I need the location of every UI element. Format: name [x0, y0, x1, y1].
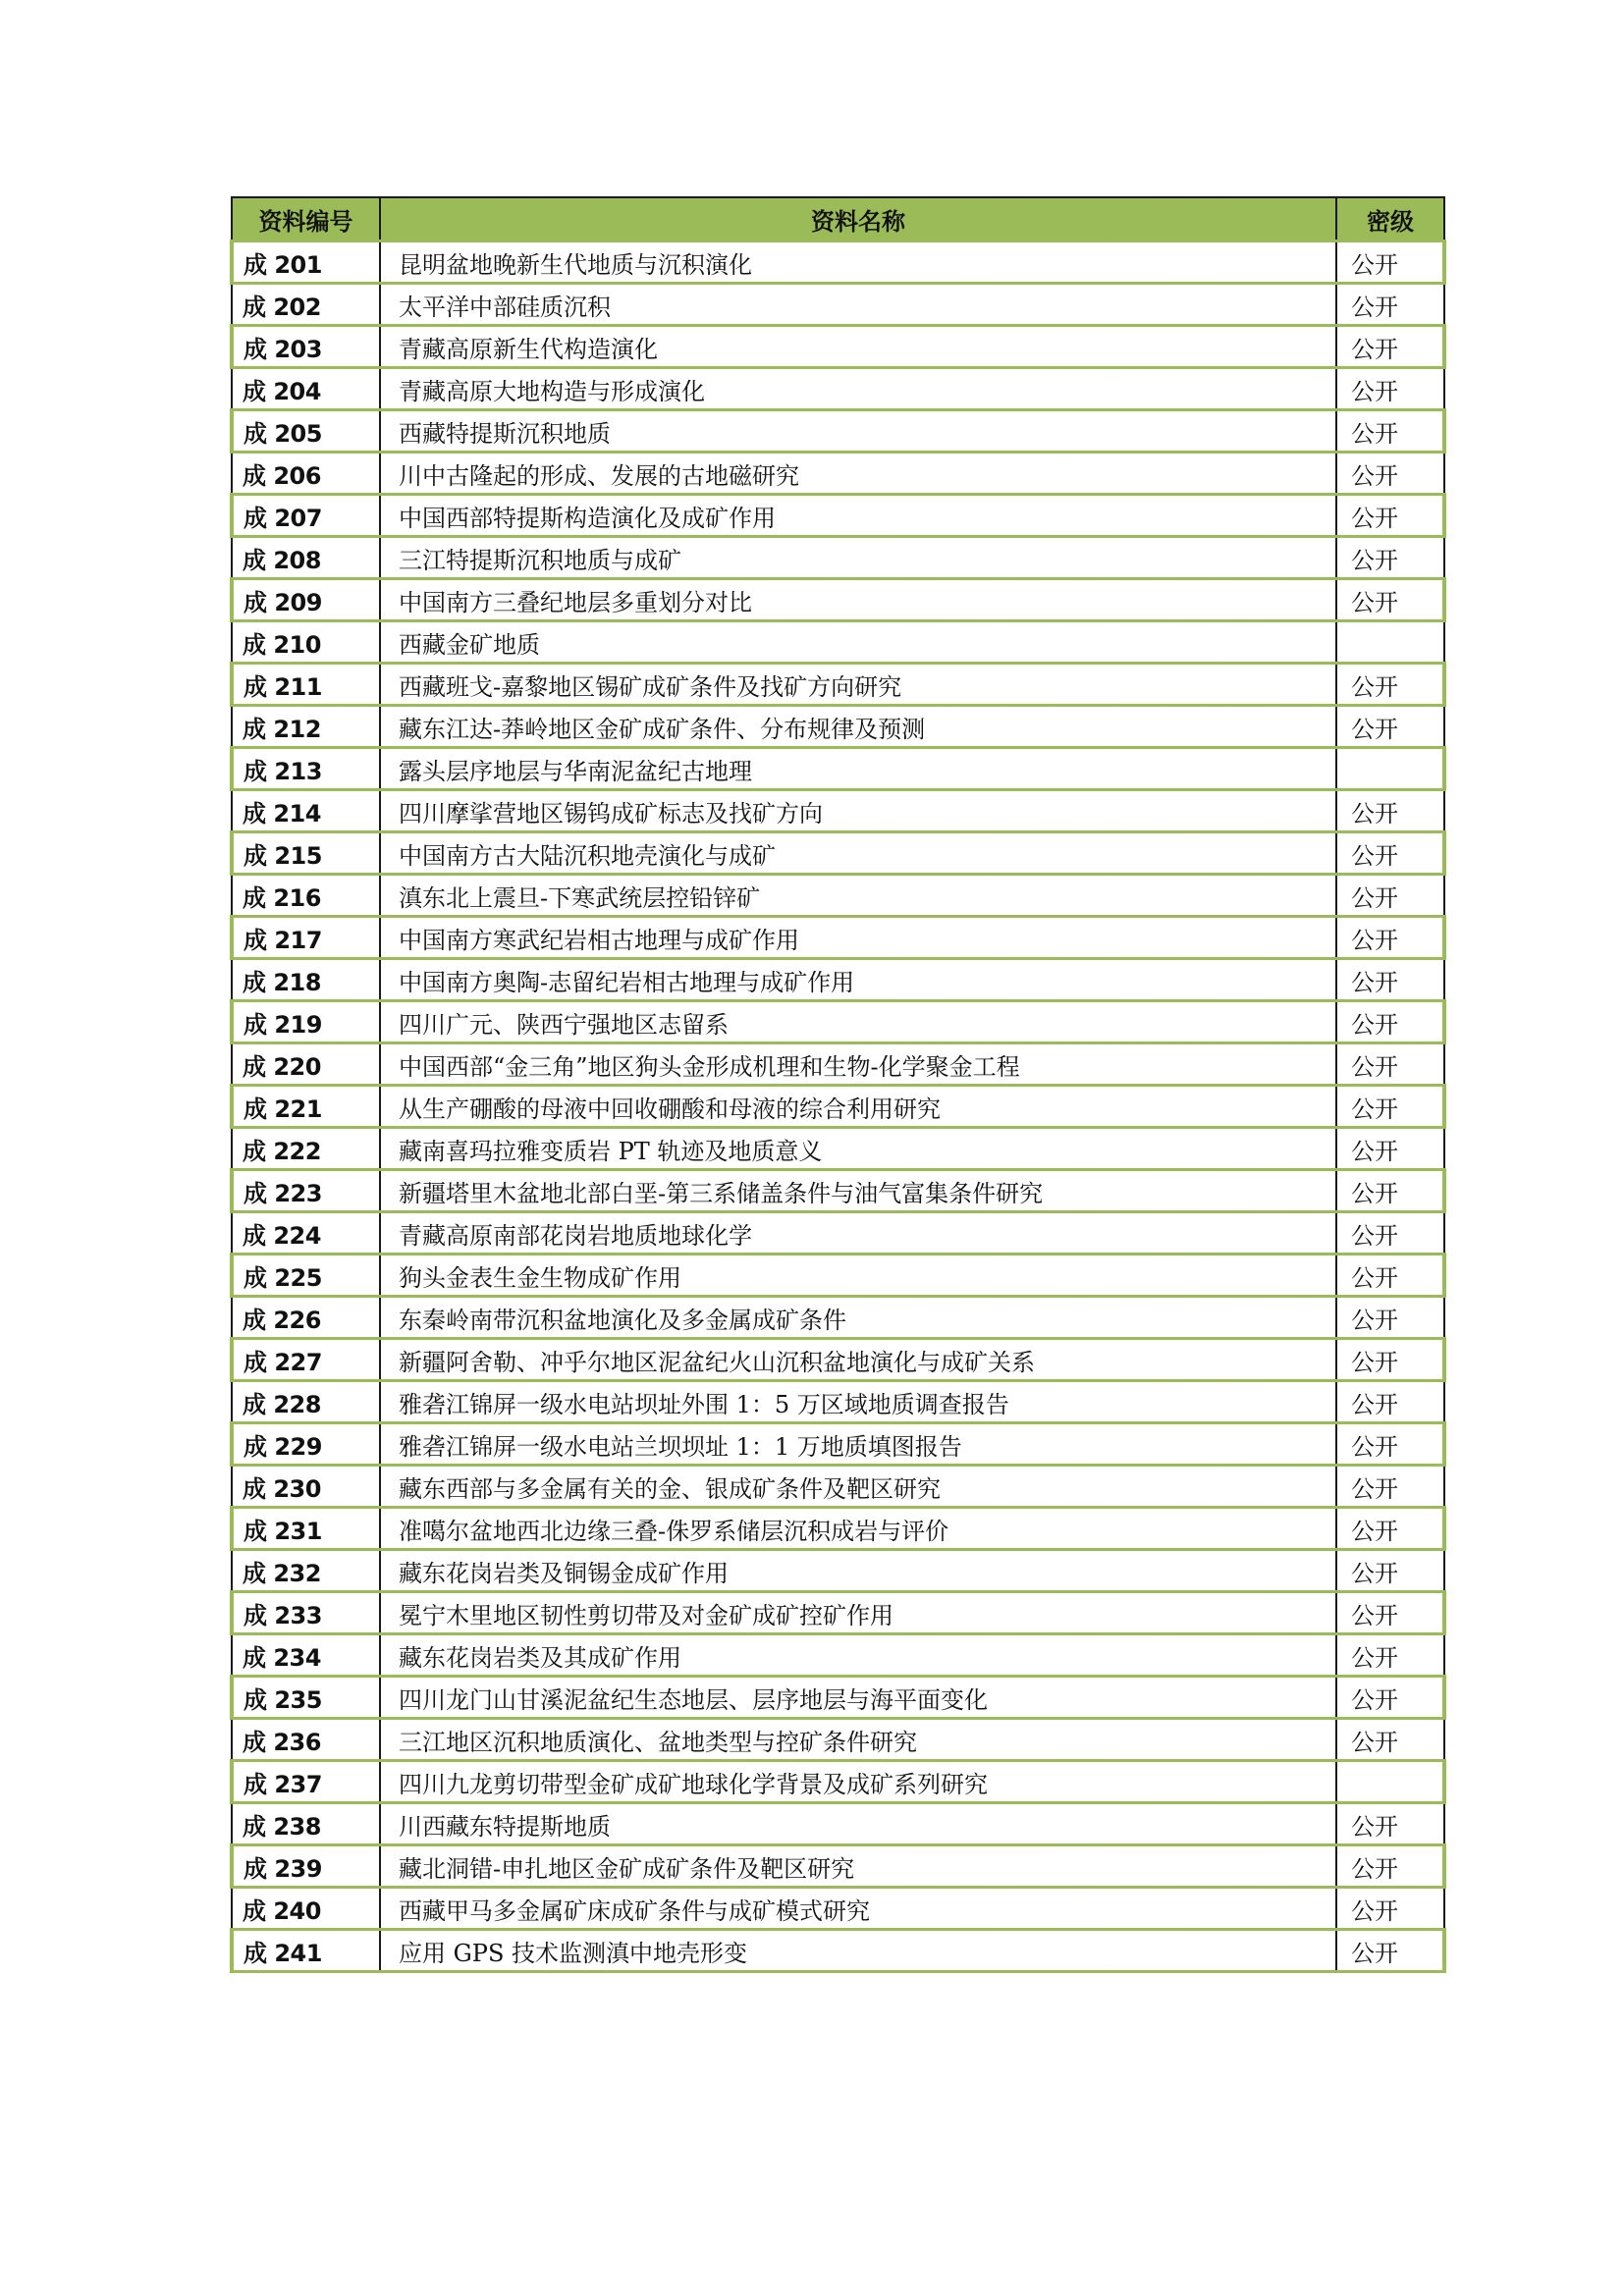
cell-id: 成 235 [232, 1677, 380, 1719]
cell-name: 新疆阿舍勒、冲乎尔地区泥盆纪火山沉积盆地演化与成矿关系 [380, 1339, 1336, 1381]
cell-id: 成 233 [232, 1592, 380, 1634]
cell-level: 公开 [1336, 1086, 1444, 1128]
cell-id: 成 217 [232, 917, 380, 959]
header-level: 密级 [1336, 197, 1444, 241]
table-row [232, 241, 1444, 284]
cell-id: 成 206 [232, 453, 380, 495]
table-row [232, 453, 1444, 495]
cell-level: 公开 [1336, 1888, 1444, 1930]
cell-name: 东秦岭南带沉积盆地演化及多金属成矿条件 [380, 1297, 1336, 1339]
cell-id: 成 230 [232, 1466, 380, 1508]
table-row [232, 1634, 1444, 1677]
table-row [232, 1297, 1444, 1339]
table-header-row [232, 197, 1444, 241]
cell-level: 公开 [1336, 664, 1444, 706]
cell-level [1336, 1761, 1444, 1803]
cell-name: 准噶尔盆地西北边缘三叠-侏罗系储层沉积成岩与评价 [380, 1508, 1336, 1550]
cell-level: 公开 [1336, 1845, 1444, 1888]
table-row [232, 1339, 1444, 1381]
cell-level: 公开 [1336, 832, 1444, 875]
table-row [232, 1170, 1444, 1212]
table-row [232, 537, 1444, 579]
table-row [232, 1845, 1444, 1888]
cell-name: 应用 GPS 技术监测滇中地壳形变 [380, 1930, 1336, 1972]
cell-name: 西藏班戈-嘉黎地区锡矿成矿条件及找矿方向研究 [380, 664, 1336, 706]
cell-name: 藏南喜玛拉雅变质岩 PT 轨迹及地质意义 [380, 1128, 1336, 1170]
cell-name: 新疆塔里木盆地北部白垩-第三系储盖条件与油气富集条件研究 [380, 1170, 1336, 1212]
cell-id: 成 209 [232, 579, 380, 621]
cell-level [1336, 748, 1444, 790]
cell-id: 成 224 [232, 1212, 380, 1255]
cell-id: 成 211 [232, 664, 380, 706]
cell-name: 从生产硼酸的母液中回收硼酸和母液的综合利用研究 [380, 1086, 1336, 1128]
cell-level: 公开 [1336, 1043, 1444, 1086]
cell-id: 成 203 [232, 326, 380, 368]
cell-level: 公开 [1336, 875, 1444, 917]
table-row [232, 959, 1444, 1001]
table-row [232, 917, 1444, 959]
cell-id: 成 212 [232, 706, 380, 748]
header-id: 资料编号 [232, 197, 380, 241]
cell-level: 公开 [1336, 410, 1444, 453]
cell-id: 成 218 [232, 959, 380, 1001]
cell-id: 成 238 [232, 1803, 380, 1845]
cell-level: 公开 [1336, 368, 1444, 410]
cell-level: 公开 [1336, 1466, 1444, 1508]
cell-id: 成 231 [232, 1508, 380, 1550]
table-row [232, 1212, 1444, 1255]
cell-level: 公开 [1336, 1634, 1444, 1677]
table-row [232, 1423, 1444, 1466]
cell-id: 成 219 [232, 1001, 380, 1043]
cell-id: 成 221 [232, 1086, 380, 1128]
cell-name: 太平洋中部硅质沉积 [380, 284, 1336, 326]
table-row [232, 1466, 1444, 1508]
cell-id: 成 201 [232, 241, 380, 284]
cell-name: 藏东西部与多金属有关的金、银成矿条件及靶区研究 [380, 1466, 1336, 1508]
table-row [232, 1592, 1444, 1634]
cell-name: 中国南方古大陆沉积地壳演化与成矿 [380, 832, 1336, 875]
cell-id: 成 205 [232, 410, 380, 453]
cell-level: 公开 [1336, 1128, 1444, 1170]
cell-id: 成 208 [232, 537, 380, 579]
table-row [232, 579, 1444, 621]
cell-name: 四川九龙剪切带型金矿成矿地球化学背景及成矿系列研究 [380, 1761, 1336, 1803]
cell-id: 成 232 [232, 1550, 380, 1592]
table-row [232, 368, 1444, 410]
table-row [232, 495, 1444, 537]
cell-level: 公开 [1336, 790, 1444, 832]
cell-id: 成 236 [232, 1719, 380, 1761]
table-row [232, 1677, 1444, 1719]
cell-name: 青藏高原新生代构造演化 [380, 326, 1336, 368]
cell-name: 雅砻江锦屏一级水电站坝址外围 1：5 万区域地质调查报告 [380, 1381, 1336, 1423]
cell-name: 西藏特提斯沉积地质 [380, 410, 1336, 453]
cell-name: 中国南方奥陶-志留纪岩相古地理与成矿作用 [380, 959, 1336, 1001]
cell-level: 公开 [1336, 241, 1444, 284]
table-row [232, 748, 1444, 790]
cell-name: 昆明盆地晚新生代地质与沉积演化 [380, 241, 1336, 284]
table-row [232, 621, 1444, 664]
cell-id: 成 214 [232, 790, 380, 832]
cell-name: 露头层序地层与华南泥盆纪古地理 [380, 748, 1336, 790]
cell-id: 成 226 [232, 1297, 380, 1339]
cell-level: 公开 [1336, 1677, 1444, 1719]
cell-id: 成 237 [232, 1761, 380, 1803]
cell-name: 中国西部特提斯构造演化及成矿作用 [380, 495, 1336, 537]
cell-level: 公开 [1336, 537, 1444, 579]
table-row [232, 1381, 1444, 1423]
cell-id: 成 239 [232, 1845, 380, 1888]
cell-name: 西藏甲马多金属矿床成矿条件与成矿模式研究 [380, 1888, 1336, 1930]
table-row [232, 1550, 1444, 1592]
header-name: 资料名称 [380, 197, 1336, 241]
cell-name: 滇东北上震旦-下寒武统层控铅锌矿 [380, 875, 1336, 917]
table-row [232, 1719, 1444, 1761]
cell-id: 成 223 [232, 1170, 380, 1212]
table-row [232, 1803, 1444, 1845]
table-row [232, 832, 1444, 875]
cell-name: 三江特提斯沉积地质与成矿 [380, 537, 1336, 579]
cell-name: 四川广元、陕西宁强地区志留系 [380, 1001, 1336, 1043]
table-row [232, 1888, 1444, 1930]
cell-level: 公开 [1336, 1170, 1444, 1212]
table-row [232, 1086, 1444, 1128]
cell-name: 雅砻江锦屏一级水电站兰坝坝址 1：1 万地质填图报告 [380, 1423, 1336, 1466]
cell-level: 公开 [1336, 1381, 1444, 1423]
cell-id: 成 204 [232, 368, 380, 410]
table-row [232, 875, 1444, 917]
cell-id: 成 220 [232, 1043, 380, 1086]
cell-name: 西藏金矿地质 [380, 621, 1336, 664]
table-row [232, 410, 1444, 453]
cell-id: 成 227 [232, 1339, 380, 1381]
cell-level: 公开 [1336, 495, 1444, 537]
cell-name: 藏东江达-莽岭地区金矿成矿条件、分布规律及预测 [380, 706, 1336, 748]
cell-level: 公开 [1336, 1212, 1444, 1255]
cell-name: 冕宁木里地区韧性剪切带及对金矿成矿控矿作用 [380, 1592, 1336, 1634]
cell-level: 公开 [1336, 1297, 1444, 1339]
cell-id: 成 213 [232, 748, 380, 790]
cell-level: 公开 [1336, 1255, 1444, 1297]
cell-id: 成 216 [232, 875, 380, 917]
cell-level: 公开 [1336, 326, 1444, 368]
cell-level: 公开 [1336, 1423, 1444, 1466]
table-row [232, 1255, 1444, 1297]
cell-name: 中国西部“金三角”地区狗头金形成机理和生物-化学聚金工程 [380, 1043, 1336, 1086]
table-row [232, 284, 1444, 326]
cell-name: 三江地区沉积地质演化、盆地类型与控矿条件研究 [380, 1719, 1336, 1761]
cell-level [1336, 621, 1444, 664]
cell-id: 成 222 [232, 1128, 380, 1170]
table-row [232, 1761, 1444, 1803]
cell-name: 四川龙门山甘溪泥盆纪生态地层、层序地层与海平面变化 [380, 1677, 1336, 1719]
cell-id: 成 241 [232, 1930, 380, 1972]
cell-name: 青藏高原大地构造与形成演化 [380, 368, 1336, 410]
cell-id: 成 240 [232, 1888, 380, 1930]
cell-level: 公开 [1336, 1592, 1444, 1634]
table-row [232, 1043, 1444, 1086]
cell-level: 公开 [1336, 1339, 1444, 1381]
cell-name: 青藏高原南部花岗岩地质地球化学 [380, 1212, 1336, 1255]
cell-name: 四川摩挲营地区锡钨成矿标志及找矿方向 [380, 790, 1336, 832]
cell-name: 藏东花岗岩类及铜锡金成矿作用 [380, 1550, 1336, 1592]
cell-level: 公开 [1336, 1719, 1444, 1761]
cell-level: 公开 [1336, 917, 1444, 959]
table-row [232, 1001, 1444, 1043]
cell-level: 公开 [1336, 1803, 1444, 1845]
table-row [232, 1128, 1444, 1170]
cell-level: 公开 [1336, 706, 1444, 748]
table-row [232, 664, 1444, 706]
cell-id: 成 210 [232, 621, 380, 664]
cell-level: 公开 [1336, 1930, 1444, 1972]
cell-id: 成 225 [232, 1255, 380, 1297]
cell-name: 狗头金表生金生物成矿作用 [380, 1255, 1336, 1297]
data-catalog-table [230, 196, 1446, 1973]
cell-name: 中国南方寒武纪岩相古地理与成矿作用 [380, 917, 1336, 959]
cell-id: 成 234 [232, 1634, 380, 1677]
table-body [232, 241, 1444, 1972]
cell-level: 公开 [1336, 1508, 1444, 1550]
cell-name: 中国南方三叠纪地层多重划分对比 [380, 579, 1336, 621]
cell-id: 成 229 [232, 1423, 380, 1466]
table-row [232, 706, 1444, 748]
table-row [232, 790, 1444, 832]
cell-level: 公开 [1336, 284, 1444, 326]
cell-level: 公开 [1336, 579, 1444, 621]
cell-id: 成 215 [232, 832, 380, 875]
cell-level: 公开 [1336, 453, 1444, 495]
cell-level: 公开 [1336, 1001, 1444, 1043]
cell-level: 公开 [1336, 1550, 1444, 1592]
cell-id: 成 202 [232, 284, 380, 326]
table-row [232, 1930, 1444, 1972]
cell-name: 川中古隆起的形成、发展的古地磁研究 [380, 453, 1336, 495]
cell-name: 藏东花岗岩类及其成矿作用 [380, 1634, 1336, 1677]
table-row [232, 1508, 1444, 1550]
cell-level: 公开 [1336, 959, 1444, 1001]
table-row [232, 326, 1444, 368]
cell-id: 成 207 [232, 495, 380, 537]
cell-name: 藏北洞错-申扎地区金矿成矿条件及靶区研究 [380, 1845, 1336, 1888]
cell-id: 成 228 [232, 1381, 380, 1423]
cell-name: 川西藏东特提斯地质 [380, 1803, 1336, 1845]
